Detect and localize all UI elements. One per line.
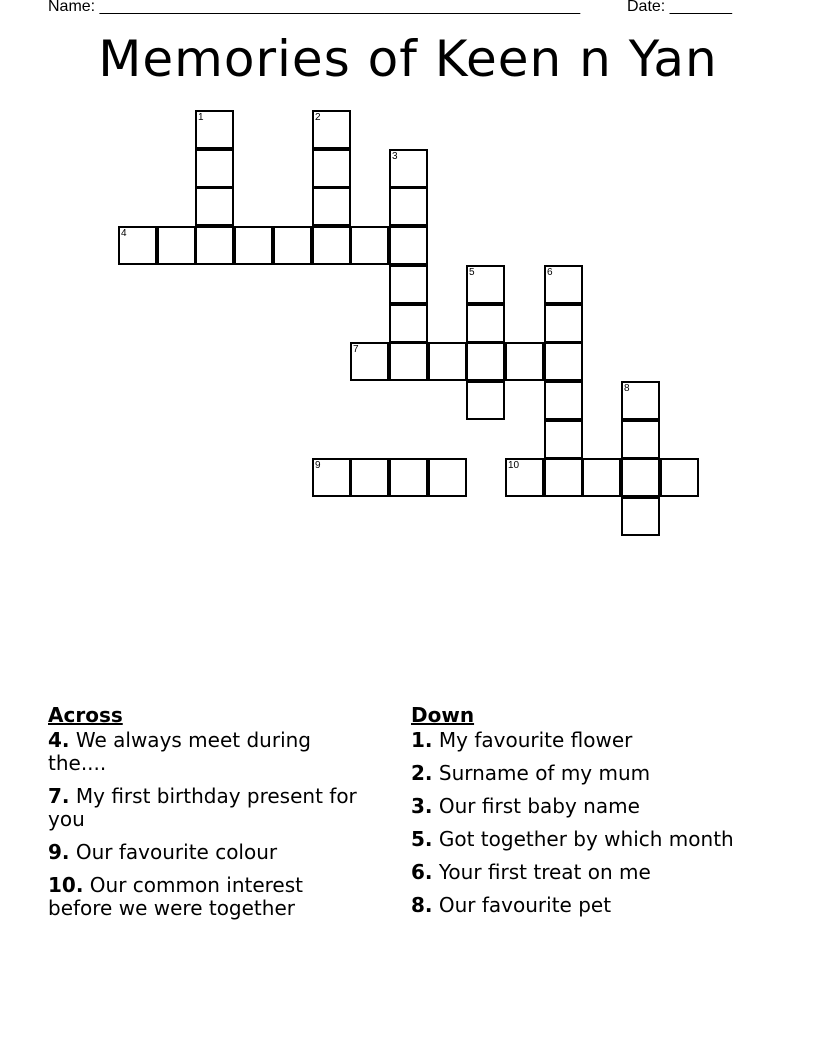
cell-number: 8 bbox=[624, 383, 630, 394]
grid-cell[interactable] bbox=[157, 226, 196, 265]
clue-text: Our favourite colour bbox=[75, 840, 278, 864]
clue-number: 2. bbox=[411, 761, 433, 785]
grid-cell[interactable] bbox=[466, 265, 505, 304]
clue-number: 9. bbox=[48, 840, 70, 864]
grid-cell[interactable] bbox=[621, 497, 660, 536]
clue-text: We always meet during the.... bbox=[48, 728, 311, 775]
grid-cell[interactable] bbox=[505, 458, 544, 497]
grid-cell[interactable] bbox=[312, 149, 351, 188]
grid-cell[interactable] bbox=[505, 342, 544, 381]
clue-down-5 bbox=[411, 828, 741, 851]
clue-text: Our common interest before we were together bbox=[48, 873, 303, 920]
clue-down-1 bbox=[411, 729, 741, 752]
grid-cell[interactable] bbox=[389, 187, 428, 226]
grid-cell[interactable] bbox=[660, 458, 699, 497]
grid-cell[interactable] bbox=[312, 458, 351, 497]
cell-number: 6 bbox=[547, 267, 553, 278]
grid-cell[interactable] bbox=[389, 458, 428, 497]
clue-text: Surname of my mum bbox=[438, 761, 651, 785]
clue-number: 1. bbox=[411, 728, 433, 752]
grid-cell[interactable] bbox=[389, 149, 428, 188]
grid-cell[interactable] bbox=[312, 187, 351, 226]
grid-cell[interactable] bbox=[544, 381, 583, 420]
clue-text: Our favourite pet bbox=[438, 893, 612, 917]
grid-cell[interactable] bbox=[544, 265, 583, 304]
across-heading: Across bbox=[48, 703, 123, 727]
cell-number: 3 bbox=[392, 151, 398, 162]
cell-number: 10 bbox=[508, 460, 520, 471]
grid-cell[interactable] bbox=[544, 342, 583, 381]
cell-number: 5 bbox=[469, 267, 475, 278]
name-line: Name: ______________________________________________________ bbox=[48, 0, 581, 15]
clue-text: Your first treat on me bbox=[438, 860, 651, 884]
grid-cell[interactable] bbox=[389, 226, 428, 265]
cell-number: 4 bbox=[121, 228, 127, 239]
cell-number: 7 bbox=[353, 344, 359, 355]
grid-cell[interactable] bbox=[466, 304, 505, 343]
clue-number: 10. bbox=[48, 873, 84, 897]
cell-number: 1 bbox=[198, 112, 204, 123]
cell-number: 2 bbox=[315, 112, 321, 123]
clue-number: 6. bbox=[411, 860, 433, 884]
across-clues bbox=[48, 703, 368, 930]
clue-number: 7. bbox=[48, 784, 70, 808]
grid-cell[interactable] bbox=[428, 342, 467, 381]
grid-cell[interactable] bbox=[389, 304, 428, 343]
page-title: Memories of Keen n Yan bbox=[98, 30, 718, 88]
cell-number: 9 bbox=[315, 460, 321, 471]
grid-cell[interactable] bbox=[195, 226, 234, 265]
grid-cell[interactable] bbox=[621, 420, 660, 459]
grid-cell[interactable] bbox=[312, 110, 351, 149]
grid-cell[interactable] bbox=[621, 381, 660, 420]
clue-down-2 bbox=[411, 762, 741, 785]
clue-across-10 bbox=[48, 874, 368, 920]
clue-text: Got together by which month bbox=[438, 827, 734, 851]
clue-text: Our first baby name bbox=[438, 794, 640, 818]
grid-cell[interactable] bbox=[350, 226, 389, 265]
down-clues bbox=[411, 703, 741, 927]
grid-cell[interactable] bbox=[118, 226, 157, 265]
clue-number: 4. bbox=[48, 728, 70, 752]
grid-cell[interactable] bbox=[544, 420, 583, 459]
clue-text: My first birthday present for you bbox=[48, 784, 357, 831]
clue-number: 8. bbox=[411, 893, 433, 917]
grid-cell[interactable] bbox=[350, 458, 389, 497]
grid-cell[interactable] bbox=[195, 187, 234, 226]
grid-cell[interactable] bbox=[389, 265, 428, 304]
date-line: Date: _______ bbox=[627, 0, 732, 15]
grid-cell[interactable] bbox=[621, 458, 660, 497]
grid-cell[interactable] bbox=[389, 342, 428, 381]
clue-across-9 bbox=[48, 841, 368, 864]
clue-across-7 bbox=[48, 785, 368, 831]
grid-cell[interactable] bbox=[312, 226, 351, 265]
clue-down-6 bbox=[411, 861, 741, 884]
grid-cell[interactable] bbox=[466, 342, 505, 381]
down-heading: Down bbox=[411, 703, 475, 727]
clue-across-4 bbox=[48, 729, 368, 775]
grid-cell[interactable] bbox=[195, 110, 234, 149]
grid-cell[interactable] bbox=[428, 458, 467, 497]
clue-down-8 bbox=[411, 894, 741, 917]
clue-number: 5. bbox=[411, 827, 433, 851]
clue-text: My favourite flower bbox=[438, 728, 633, 752]
grid-cell[interactable] bbox=[195, 149, 234, 188]
grid-cell[interactable] bbox=[273, 226, 312, 265]
grid-cell[interactable] bbox=[350, 342, 389, 381]
grid-cell[interactable] bbox=[234, 226, 273, 265]
grid-cell[interactable] bbox=[544, 458, 583, 497]
clue-down-3 bbox=[411, 795, 741, 818]
grid-cell[interactable] bbox=[582, 458, 621, 497]
grid-cell[interactable] bbox=[544, 304, 583, 343]
grid-cell[interactable] bbox=[466, 381, 505, 420]
clue-number: 3. bbox=[411, 794, 433, 818]
